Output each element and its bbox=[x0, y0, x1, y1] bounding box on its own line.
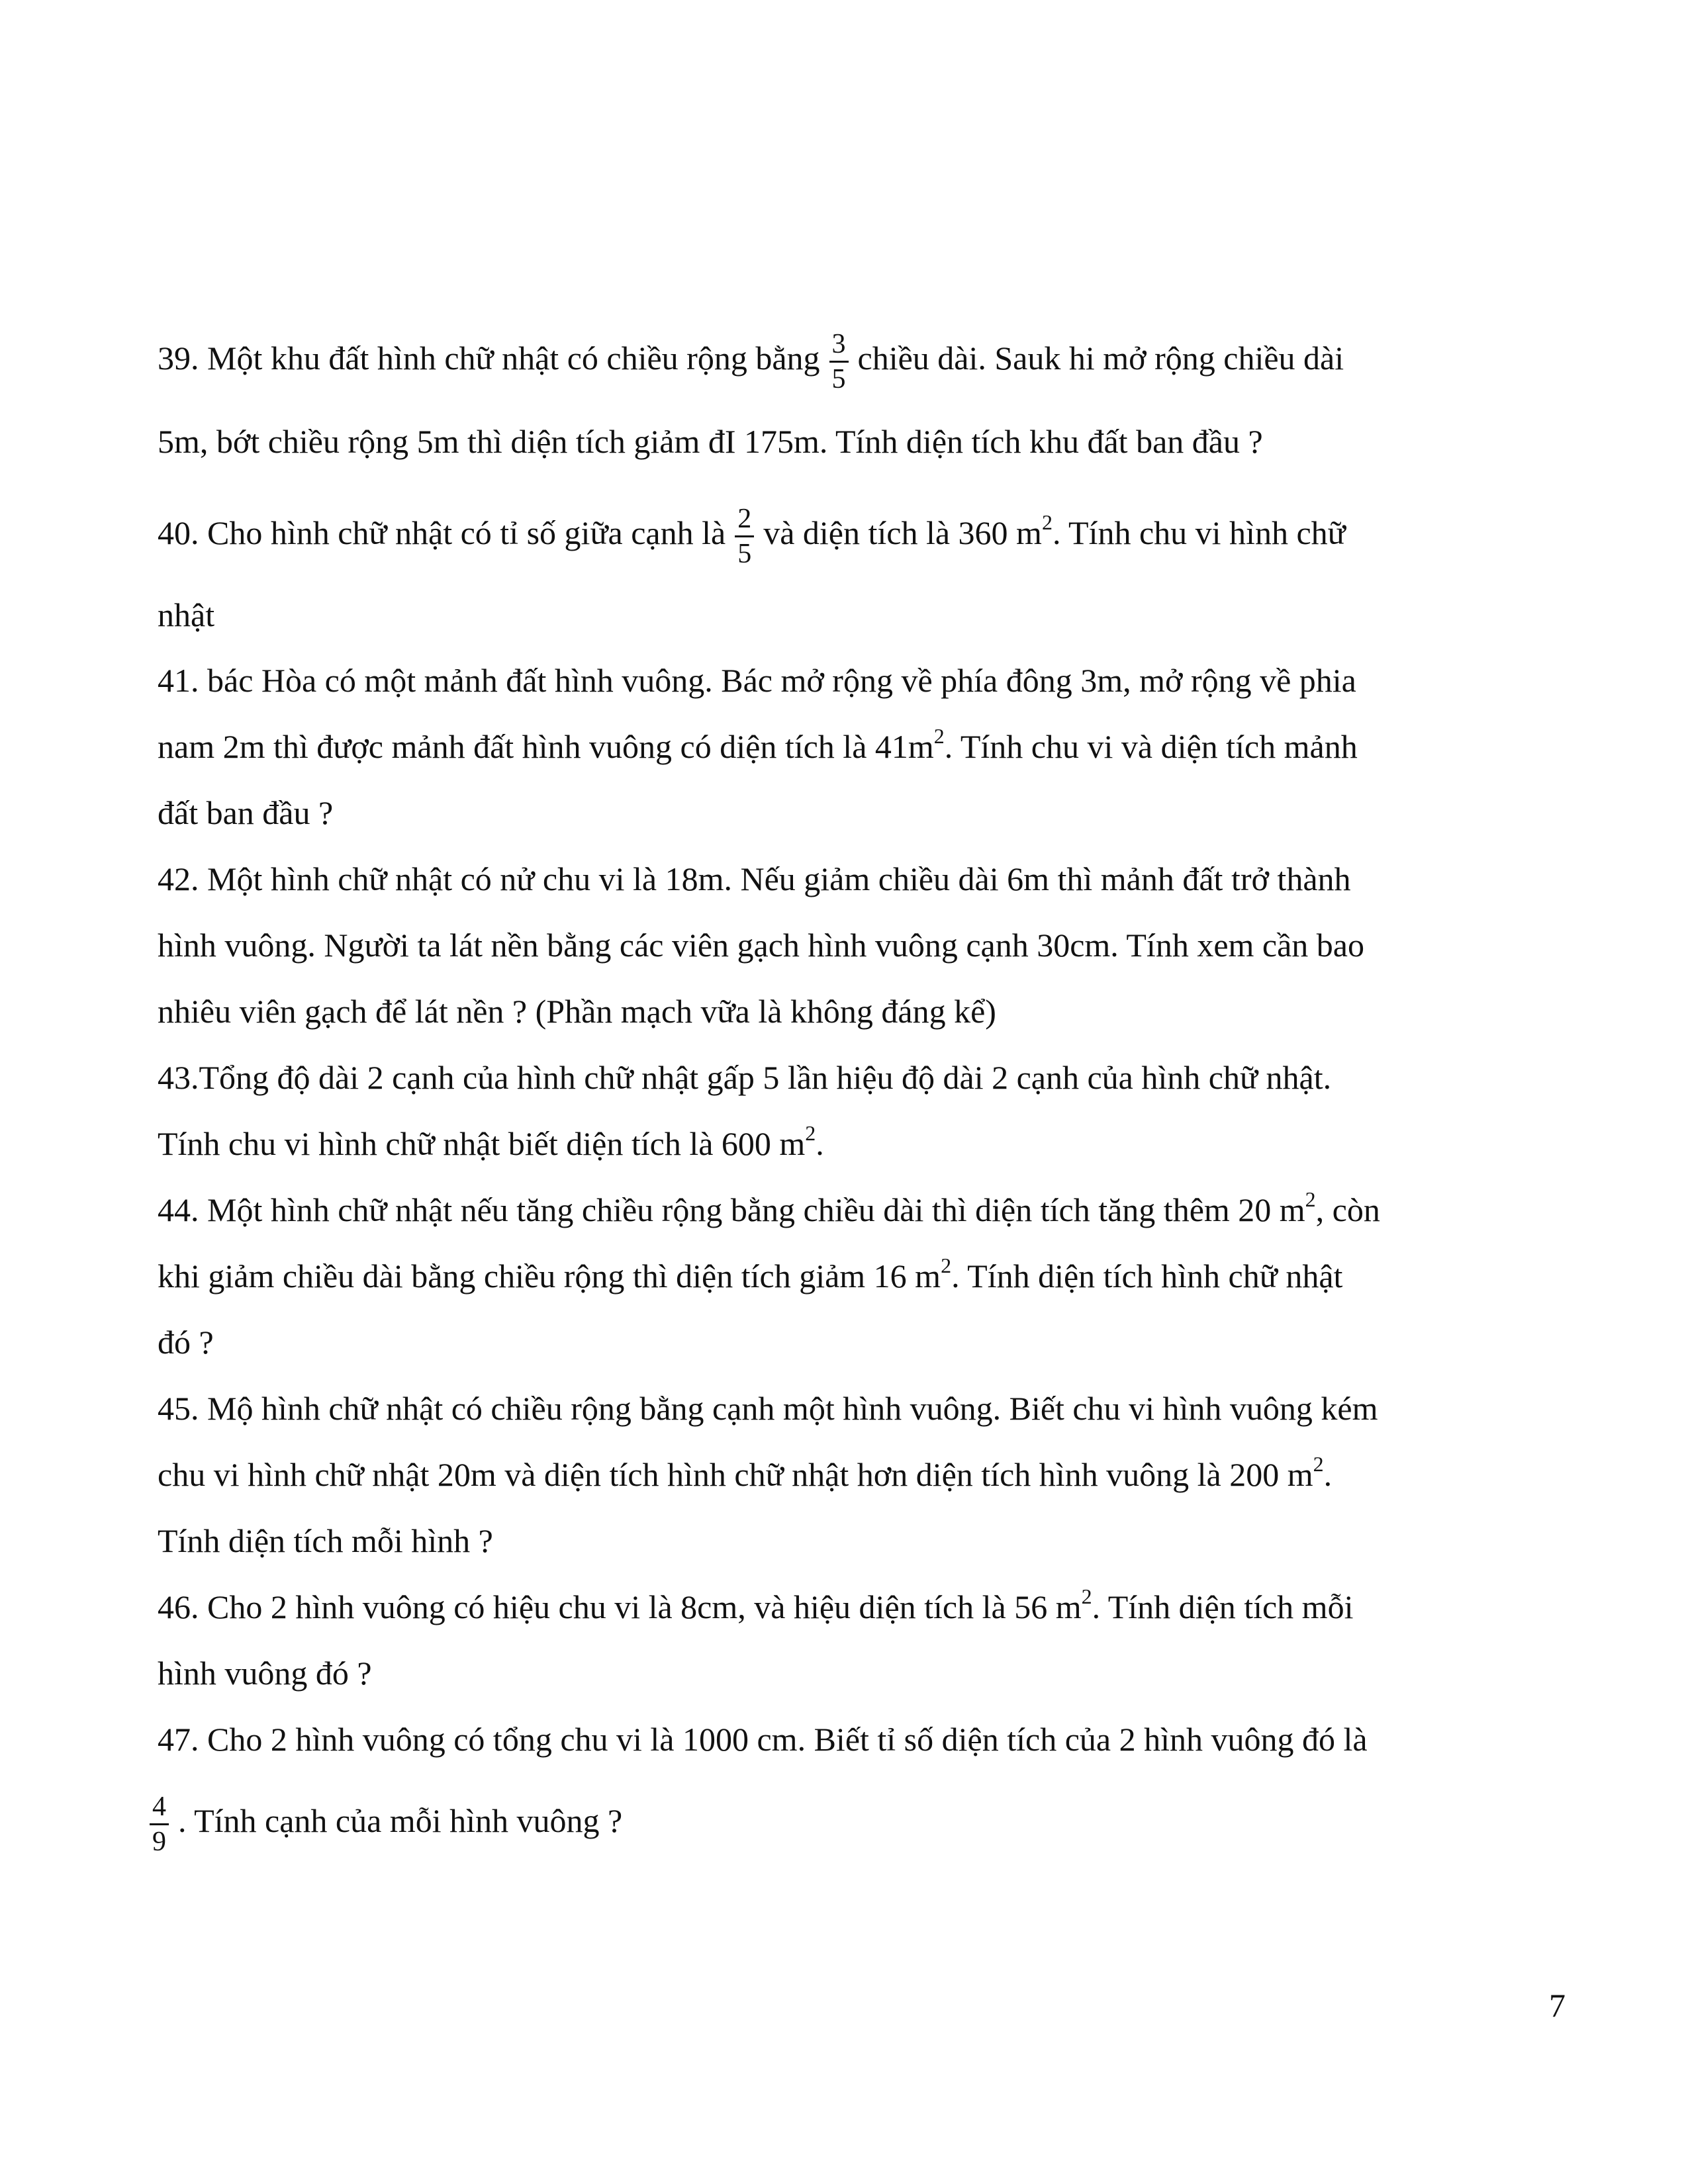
problem-41-line-2 bbox=[158, 724, 1358, 766]
problem-44-line-1 bbox=[158, 1187, 1380, 1230]
problem-40-text-a: 40. Cho hình chữ nhật có tỉ số giữa cạnh là bbox=[158, 514, 726, 551]
problem-46-line-2: hình vuông đó ? bbox=[158, 1655, 372, 1692]
problem-42-line-3: nhiêu viên gạch để lát nền ? (Phần mạch vữa là không đáng kể) bbox=[158, 993, 996, 1030]
problem-41-text-a: nam 2m thì được mảnh đất hình vuông có diện tích là 41m bbox=[158, 728, 934, 765]
problem-43-text-a: Tính chu vi hình chữ nhật biết diện tích là 600 m bbox=[158, 1125, 806, 1162]
problem-45-line-3: Tính diện tích mỗi hình ? bbox=[158, 1522, 493, 1559]
problem-47-text-b: . Tính cạnh của mỗi hình vuông ? bbox=[178, 1801, 623, 1839]
page-number: 7 bbox=[1549, 1987, 1566, 2024]
problem-46-text-a: 46. Cho 2 hình vuông có hiệu chu vi là 8cm, và hiệu diện tích là 56 m bbox=[158, 1588, 1082, 1625]
superscript-2: 2 bbox=[1041, 510, 1053, 535]
problem-42-line-1: 42. Một hình chữ nhật có nử chu vi là 18m. Nếu giảm chiều dài 6m thì mảnh đất trở thành bbox=[158, 860, 1351, 897]
problem-47-line-1: 47. Cho 2 hình vuông có tổng chu vi là 1000 cm. Biết tỉ số diện tích của 2 hình vuông đó là bbox=[158, 1721, 1368, 1758]
problem-46-text-b: . Tính diện tích mỗi bbox=[1092, 1588, 1354, 1625]
superscript-2: 2 bbox=[941, 1253, 952, 1278]
problem-45-text-b: . bbox=[1323, 1456, 1333, 1493]
superscript-2: 2 bbox=[805, 1121, 816, 1146]
problem-42-line-2: hình vuông. Người ta lát nền bằng các viên gạch hình vuông cạnh 30cm. Tính xem cần bao bbox=[158, 927, 1364, 964]
fraction-denominator: 9 bbox=[152, 1827, 166, 1857]
problem-44-line-2 bbox=[158, 1253, 1343, 1296]
fraction-numerator: 4 bbox=[150, 1792, 169, 1825]
problem-45-line-1: 45. Mộ hình chữ nhật có chiều rộng bằng cạnh một hình vuông. Biết chu vi hình vuông kém bbox=[158, 1390, 1378, 1427]
problem-44-line-3: đó ? bbox=[158, 1324, 214, 1361]
problem-39-line-2: 5m, bớt chiều rộng 5m thì diện tích giảm đI 175m. Tính diện tích khu đất ban đầu ? bbox=[158, 423, 1263, 460]
problem-45-text-a: chu vi hình chữ nhật 20m và diện tích hình chữ nhật hơn diện tích hình vuông là 200 m bbox=[158, 1456, 1313, 1493]
superscript-2: 2 bbox=[1081, 1584, 1092, 1609]
problem-43-text-b: . bbox=[816, 1125, 824, 1162]
problem-39-line-1 bbox=[158, 329, 1344, 394]
fraction-numerator: 2 bbox=[735, 504, 754, 537]
problem-39-text-a: 39. Một khu đất hình chữ nhật có chiều rộng bằng bbox=[158, 339, 820, 377]
superscript-2: 2 bbox=[1313, 1452, 1324, 1477]
problem-41-text-b: . Tính chu vi và diện tích mảnh bbox=[944, 728, 1358, 765]
problem-44-text-d: . Tính diện tích hình chữ nhật bbox=[951, 1257, 1343, 1295]
problem-40-text-c: . Tính chu vi hình chữ bbox=[1052, 514, 1346, 551]
problem-43-line-2 bbox=[158, 1121, 824, 1163]
problem-44-text-c: khi giảm chiều dài bằng chiều rộng thì diện tích giảm 16 m bbox=[158, 1257, 941, 1295]
superscript-2: 2 bbox=[1305, 1187, 1316, 1212]
problem-47-line-2 bbox=[150, 1792, 622, 1857]
fraction-denominator: 5 bbox=[831, 364, 846, 394]
fraction-4-9 bbox=[150, 1792, 169, 1857]
problem-46-line-1 bbox=[158, 1584, 1354, 1627]
problem-40-text-b: và diện tích là 360 m bbox=[763, 514, 1042, 551]
problem-43-line-1: 43.Tổng độ dài 2 cạnh của hình chữ nhật gấp 5 lần hiệu độ dài 2 cạnh của hình chữ nhật. bbox=[158, 1059, 1332, 1096]
fraction-3-5 bbox=[829, 329, 849, 394]
problem-40-line-2: nhật bbox=[158, 596, 215, 633]
problem-39-text-b: chiều dài. Sauk hi mở rộng chiều dài bbox=[857, 339, 1344, 377]
problem-45-line-2 bbox=[158, 1452, 1333, 1494]
fraction-denominator: 5 bbox=[737, 539, 752, 569]
superscript-2: 2 bbox=[933, 724, 945, 749]
problem-40-line-1 bbox=[158, 504, 1346, 569]
problem-41-line-3: đất ban đầu ? bbox=[158, 794, 334, 831]
problem-44-text-b: , còn bbox=[1315, 1191, 1380, 1228]
fraction-numerator: 3 bbox=[829, 329, 849, 363]
fraction-2-5 bbox=[735, 504, 754, 569]
problem-41-line-1: 41. bác Hòa có một mảnh đất hình vuông. Bác mở rộng về phía đông 3m, mở rộng về phia bbox=[158, 662, 1356, 699]
problem-44-text-a: 44. Một hình chữ nhật nếu tăng chiều rộng bằng chiều dài thì diện tích tăng thêm 20 m bbox=[158, 1191, 1305, 1228]
